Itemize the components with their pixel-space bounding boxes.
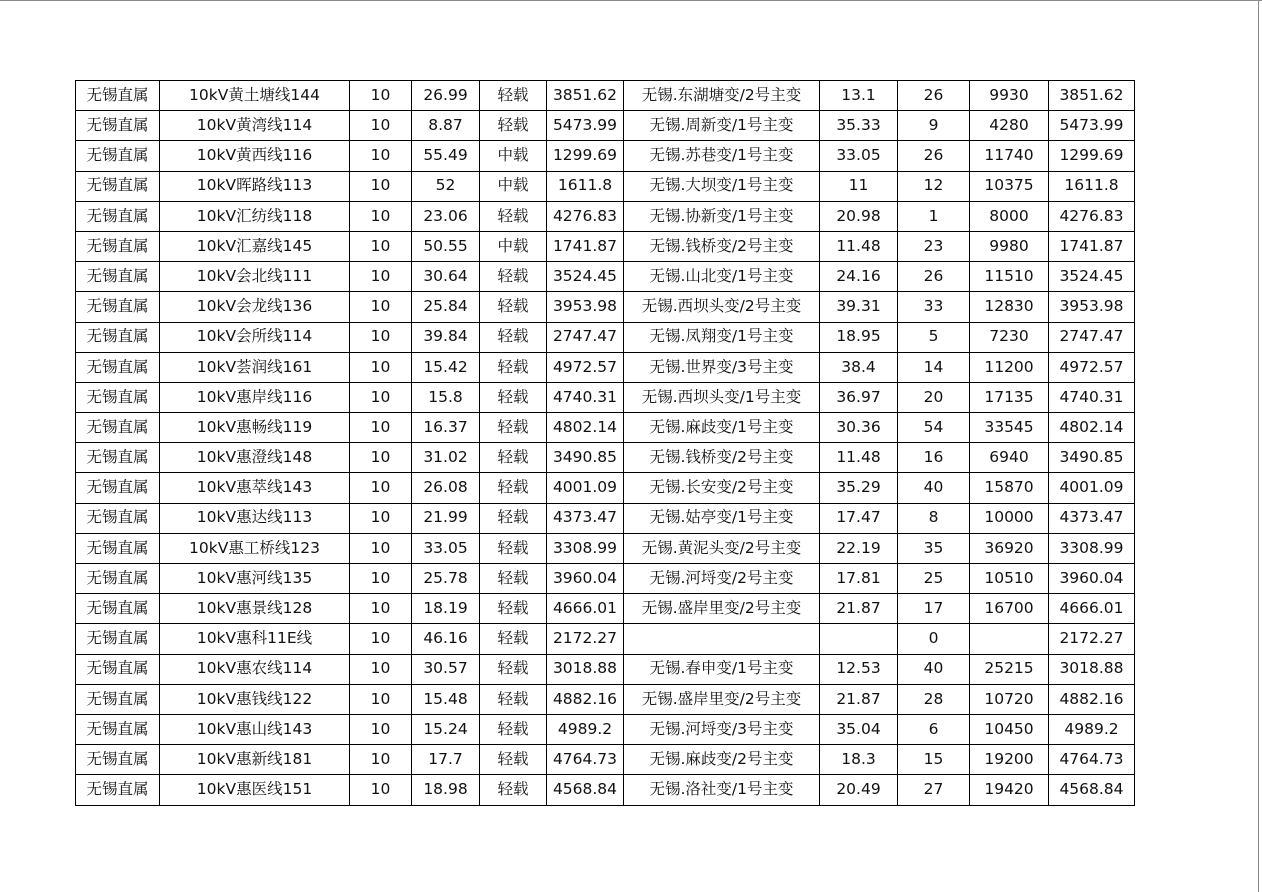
count-cell: 0	[898, 624, 970, 654]
load-rate-cell: 50.55	[412, 231, 480, 261]
transformer-cell: 无锡.姑亭变/1号主变	[624, 503, 820, 533]
unit-cell: 无锡直属	[76, 292, 160, 322]
count-cell: 26	[898, 81, 970, 111]
table-row	[76, 231, 1135, 261]
transformer-cell: 无锡.东湖塘变/2号主变	[624, 81, 820, 111]
remaining-capacity-cell: 4764.73	[547, 745, 624, 775]
load-status-cell: 中载	[480, 231, 547, 261]
remaining-capacity-cell: 4276.83	[547, 201, 624, 231]
load-rate-cell: 17.7	[412, 745, 480, 775]
table-row	[76, 473, 1135, 503]
load-rate-cell: 30.57	[412, 654, 480, 684]
transformer-cell: 无锡.钱桥变/2号主变	[624, 231, 820, 261]
table-row	[76, 624, 1135, 654]
transformer-cell: 无锡.大坝变/1号主变	[624, 171, 820, 201]
capacity-cell: 16700	[970, 594, 1049, 624]
remaining-capacity-cell: 5473.99	[547, 111, 624, 141]
transformer-load-cell: 11	[820, 171, 898, 201]
remaining-capacity-cell: 3851.62	[547, 81, 624, 111]
voltage-cell: 10	[350, 231, 412, 261]
capacity-cell: 10720	[970, 684, 1049, 714]
capacity-cell: 4280	[970, 111, 1049, 141]
transformer-load-cell: 35.29	[820, 473, 898, 503]
load-rate-cell: 55.49	[412, 141, 480, 171]
transformer-cell: 无锡.洛社变/1号主变	[624, 775, 820, 805]
available-capacity-cell: 4740.31	[1049, 382, 1135, 412]
load-status-cell: 轻载	[480, 594, 547, 624]
load-status-cell: 轻载	[480, 654, 547, 684]
voltage-cell: 10	[350, 201, 412, 231]
table-row	[76, 413, 1135, 443]
load-rate-cell: 25.84	[412, 292, 480, 322]
capacity-cell: 36920	[970, 533, 1049, 563]
unit-cell: 无锡直属	[76, 111, 160, 141]
voltage-cell: 10	[350, 262, 412, 292]
voltage-cell: 10	[350, 111, 412, 141]
transformer-cell: 无锡.苏巷变/1号主变	[624, 141, 820, 171]
voltage-cell: 10	[350, 714, 412, 744]
transformer-cell: 无锡.山北变/1号主变	[624, 262, 820, 292]
voltage-cell: 10	[350, 775, 412, 805]
transformer-load-cell: 21.87	[820, 684, 898, 714]
count-cell: 14	[898, 352, 970, 382]
capacity-cell: 7230	[970, 322, 1049, 352]
load-status-cell: 轻载	[480, 564, 547, 594]
unit-cell: 无锡直属	[76, 533, 160, 563]
feeder-load-table	[75, 80, 1135, 806]
capacity-cell: 25215	[970, 654, 1049, 684]
count-cell: 6	[898, 714, 970, 744]
count-cell: 27	[898, 775, 970, 805]
transformer-load-cell: 22.19	[820, 533, 898, 563]
table-row	[76, 382, 1135, 412]
transformer-cell: 无锡.西坝头变/1号主变	[624, 382, 820, 412]
capacity-cell: 19200	[970, 745, 1049, 775]
unit-cell: 无锡直属	[76, 171, 160, 201]
load-status-cell: 轻载	[480, 684, 547, 714]
remaining-capacity-cell: 2172.27	[547, 624, 624, 654]
capacity-cell: 17135	[970, 382, 1049, 412]
table-body	[76, 81, 1135, 806]
line-name-cell: 10kV惠萃线143	[160, 473, 350, 503]
load-rate-cell: 23.06	[412, 201, 480, 231]
available-capacity-cell: 3018.88	[1049, 654, 1135, 684]
load-rate-cell: 46.16	[412, 624, 480, 654]
transformer-load-cell: 33.05	[820, 141, 898, 171]
transformer-load-cell: 18.3	[820, 745, 898, 775]
line-name-cell: 10kV汇嘉线145	[160, 231, 350, 261]
line-name-cell: 10kV惠科11E线	[160, 624, 350, 654]
capacity-cell: 15870	[970, 473, 1049, 503]
remaining-capacity-cell: 4802.14	[547, 413, 624, 443]
table-row	[76, 81, 1135, 111]
voltage-cell: 10	[350, 594, 412, 624]
capacity-cell: 19420	[970, 775, 1049, 805]
voltage-cell: 10	[350, 322, 412, 352]
unit-cell: 无锡直属	[76, 714, 160, 744]
transformer-cell: 无锡.钱桥变/2号主变	[624, 443, 820, 473]
voltage-cell: 10	[350, 413, 412, 443]
capacity-cell: 10510	[970, 564, 1049, 594]
transformer-cell: 无锡.麻歧变/1号主变	[624, 413, 820, 443]
load-rate-cell: 30.64	[412, 262, 480, 292]
load-status-cell: 轻载	[480, 111, 547, 141]
remaining-capacity-cell: 3018.88	[547, 654, 624, 684]
line-name-cell: 10kV惠新线181	[160, 745, 350, 775]
load-status-cell: 轻载	[480, 81, 547, 111]
available-capacity-cell: 4882.16	[1049, 684, 1135, 714]
remaining-capacity-cell: 3960.04	[547, 564, 624, 594]
count-cell: 40	[898, 473, 970, 503]
transformer-load-cell: 35.04	[820, 714, 898, 744]
unit-cell: 无锡直属	[76, 352, 160, 382]
remaining-capacity-cell: 4740.31	[547, 382, 624, 412]
load-status-cell: 轻载	[480, 352, 547, 382]
transformer-load-cell: 13.1	[820, 81, 898, 111]
table-row	[76, 201, 1135, 231]
voltage-cell: 10	[350, 564, 412, 594]
transformer-cell: 无锡.协新变/1号主变	[624, 201, 820, 231]
line-name-cell: 10kV黄土塘线144	[160, 81, 350, 111]
load-rate-cell: 15.24	[412, 714, 480, 744]
transformer-cell: 无锡.河埒变/3号主变	[624, 714, 820, 744]
available-capacity-cell: 4764.73	[1049, 745, 1135, 775]
count-cell: 28	[898, 684, 970, 714]
unit-cell: 无锡直属	[76, 413, 160, 443]
line-name-cell: 10kV荟润线161	[160, 352, 350, 382]
capacity-cell: 10375	[970, 171, 1049, 201]
remaining-capacity-cell: 1741.87	[547, 231, 624, 261]
count-cell: 15	[898, 745, 970, 775]
count-cell: 9	[898, 111, 970, 141]
voltage-cell: 10	[350, 654, 412, 684]
load-status-cell: 中载	[480, 171, 547, 201]
line-name-cell: 10kV惠景线128	[160, 594, 350, 624]
transformer-load-cell: 36.97	[820, 382, 898, 412]
unit-cell: 无锡直属	[76, 654, 160, 684]
transformer-cell: 无锡.盛岸里变/2号主变	[624, 684, 820, 714]
remaining-capacity-cell: 3953.98	[547, 292, 624, 322]
available-capacity-cell: 2747.47	[1049, 322, 1135, 352]
remaining-capacity-cell: 1611.8	[547, 171, 624, 201]
load-rate-cell: 33.05	[412, 533, 480, 563]
transformer-load-cell: 30.36	[820, 413, 898, 443]
table-row	[76, 533, 1135, 563]
capacity-cell: 9930	[970, 81, 1049, 111]
unit-cell: 无锡直属	[76, 231, 160, 261]
line-name-cell: 10kV黄湾线114	[160, 111, 350, 141]
remaining-capacity-cell: 4989.2	[547, 714, 624, 744]
unit-cell: 无锡直属	[76, 443, 160, 473]
line-name-cell: 10kV惠畅线119	[160, 413, 350, 443]
line-name-cell: 10kV惠钱线122	[160, 684, 350, 714]
load-status-cell: 轻载	[480, 382, 547, 412]
voltage-cell: 10	[350, 382, 412, 412]
voltage-cell: 10	[350, 171, 412, 201]
transformer-load-cell: 24.16	[820, 262, 898, 292]
unit-cell: 无锡直属	[76, 745, 160, 775]
load-rate-cell: 39.84	[412, 322, 480, 352]
line-name-cell: 10kV惠医线151	[160, 775, 350, 805]
count-cell: 40	[898, 654, 970, 684]
transformer-load-cell: 12.53	[820, 654, 898, 684]
table-row	[76, 171, 1135, 201]
available-capacity-cell: 4568.84	[1049, 775, 1135, 805]
load-status-cell: 轻载	[480, 473, 547, 503]
line-name-cell: 10kV会所线114	[160, 322, 350, 352]
transformer-load-cell: 20.49	[820, 775, 898, 805]
load-rate-cell: 26.99	[412, 81, 480, 111]
table-row	[76, 684, 1135, 714]
remaining-capacity-cell: 4972.57	[547, 352, 624, 382]
available-capacity-cell: 2172.27	[1049, 624, 1135, 654]
transformer-load-cell: 17.81	[820, 564, 898, 594]
voltage-cell: 10	[350, 473, 412, 503]
load-status-cell: 轻载	[480, 533, 547, 563]
load-rate-cell: 16.37	[412, 413, 480, 443]
load-rate-cell: 25.78	[412, 564, 480, 594]
available-capacity-cell: 4666.01	[1049, 594, 1135, 624]
load-rate-cell: 21.99	[412, 503, 480, 533]
line-name-cell: 10kV会龙线136	[160, 292, 350, 322]
voltage-cell: 10	[350, 624, 412, 654]
unit-cell: 无锡直属	[76, 775, 160, 805]
load-status-cell: 轻载	[480, 413, 547, 443]
transformer-cell: 无锡.麻歧变/2号主变	[624, 745, 820, 775]
transformer-load-cell: 35.33	[820, 111, 898, 141]
table-row	[76, 443, 1135, 473]
count-cell: 23	[898, 231, 970, 261]
remaining-capacity-cell: 2747.47	[547, 322, 624, 352]
table-row	[76, 262, 1135, 292]
transformer-load-cell: 11.48	[820, 231, 898, 261]
transformer-cell: 无锡.长安变/2号主变	[624, 473, 820, 503]
remaining-capacity-cell: 4882.16	[547, 684, 624, 714]
load-status-cell: 轻载	[480, 292, 547, 322]
transformer-cell: 无锡.周新变/1号主变	[624, 111, 820, 141]
capacity-cell: 11510	[970, 262, 1049, 292]
load-status-cell: 轻载	[480, 262, 547, 292]
remaining-capacity-cell: 3524.45	[547, 262, 624, 292]
load-status-cell: 中载	[480, 141, 547, 171]
voltage-cell: 10	[350, 443, 412, 473]
line-name-cell: 10kV惠岸线116	[160, 382, 350, 412]
available-capacity-cell: 4802.14	[1049, 413, 1135, 443]
remaining-capacity-cell: 4666.01	[547, 594, 624, 624]
available-capacity-cell: 4989.2	[1049, 714, 1135, 744]
count-cell: 35	[898, 533, 970, 563]
unit-cell: 无锡直属	[76, 382, 160, 412]
page-right-border	[1258, 0, 1259, 892]
available-capacity-cell: 3851.62	[1049, 81, 1135, 111]
transformer-cell: 无锡.西坝头变/2号主变	[624, 292, 820, 322]
voltage-cell: 10	[350, 503, 412, 533]
voltage-cell: 10	[350, 533, 412, 563]
transformer-load-cell: 11.48	[820, 443, 898, 473]
unit-cell: 无锡直属	[76, 503, 160, 533]
capacity-cell: 9980	[970, 231, 1049, 261]
unit-cell: 无锡直属	[76, 684, 160, 714]
available-capacity-cell: 1299.69	[1049, 141, 1135, 171]
load-status-cell: 轻载	[480, 745, 547, 775]
load-status-cell: 轻载	[480, 443, 547, 473]
line-name-cell: 10kV惠达线113	[160, 503, 350, 533]
load-rate-cell: 52	[412, 171, 480, 201]
line-name-cell: 10kV惠澄线148	[160, 443, 350, 473]
table-row	[76, 141, 1135, 171]
page-top-border	[0, 0, 1262, 1]
unit-cell: 无锡直属	[76, 322, 160, 352]
table-row	[76, 111, 1135, 141]
table-row	[76, 745, 1135, 775]
available-capacity-cell: 4001.09	[1049, 473, 1135, 503]
line-name-cell: 10kV黄西线116	[160, 141, 350, 171]
capacity-cell: 8000	[970, 201, 1049, 231]
available-capacity-cell: 3490.85	[1049, 443, 1135, 473]
capacity-cell: 10000	[970, 503, 1049, 533]
count-cell: 33	[898, 292, 970, 322]
available-capacity-cell: 3524.45	[1049, 262, 1135, 292]
count-cell: 17	[898, 594, 970, 624]
load-rate-cell: 31.02	[412, 443, 480, 473]
count-cell: 25	[898, 564, 970, 594]
transformer-load-cell: 17.47	[820, 503, 898, 533]
load-status-cell: 轻载	[480, 775, 547, 805]
load-status-cell: 轻载	[480, 714, 547, 744]
remaining-capacity-cell: 4568.84	[547, 775, 624, 805]
voltage-cell: 10	[350, 745, 412, 775]
capacity-cell: 33545	[970, 413, 1049, 443]
line-name-cell: 10kV会北线111	[160, 262, 350, 292]
transformer-cell: 无锡.春申变/1号主变	[624, 654, 820, 684]
transformer-load-cell: 20.98	[820, 201, 898, 231]
count-cell: 54	[898, 413, 970, 443]
remaining-capacity-cell: 4373.47	[547, 503, 624, 533]
available-capacity-cell: 1611.8	[1049, 171, 1135, 201]
capacity-cell: 11200	[970, 352, 1049, 382]
voltage-cell: 10	[350, 81, 412, 111]
line-name-cell: 10kV惠山线143	[160, 714, 350, 744]
table-row	[76, 292, 1135, 322]
transformer-cell: 无锡.盛岸里变/2号主变	[624, 594, 820, 624]
load-rate-cell: 18.98	[412, 775, 480, 805]
load-status-cell: 轻载	[480, 201, 547, 231]
remaining-capacity-cell: 3490.85	[547, 443, 624, 473]
count-cell: 26	[898, 262, 970, 292]
available-capacity-cell: 3953.98	[1049, 292, 1135, 322]
available-capacity-cell: 5473.99	[1049, 111, 1135, 141]
available-capacity-cell: 4276.83	[1049, 201, 1135, 231]
transformer-cell: 无锡.河埒变/2号主变	[624, 564, 820, 594]
line-name-cell: 10kV晖路线113	[160, 171, 350, 201]
unit-cell: 无锡直属	[76, 594, 160, 624]
table-row	[76, 503, 1135, 533]
transformer-load-cell: 38.4	[820, 352, 898, 382]
voltage-cell: 10	[350, 352, 412, 382]
table-row	[76, 714, 1135, 744]
capacity-cell: 6940	[970, 443, 1049, 473]
available-capacity-cell: 4373.47	[1049, 503, 1135, 533]
unit-cell: 无锡直属	[76, 564, 160, 594]
remaining-capacity-cell: 1299.69	[547, 141, 624, 171]
load-rate-cell: 26.08	[412, 473, 480, 503]
capacity-cell: 11740	[970, 141, 1049, 171]
unit-cell: 无锡直属	[76, 262, 160, 292]
voltage-cell: 10	[350, 684, 412, 714]
available-capacity-cell: 3960.04	[1049, 564, 1135, 594]
count-cell: 16	[898, 443, 970, 473]
table-row	[76, 564, 1135, 594]
available-capacity-cell: 4972.57	[1049, 352, 1135, 382]
line-name-cell: 10kV惠工桥线123	[160, 533, 350, 563]
unit-cell: 无锡直属	[76, 81, 160, 111]
load-rate-cell: 18.19	[412, 594, 480, 624]
count-cell: 20	[898, 382, 970, 412]
count-cell: 8	[898, 503, 970, 533]
unit-cell: 无锡直属	[76, 141, 160, 171]
remaining-capacity-cell: 4001.09	[547, 473, 624, 503]
transformer-cell	[624, 624, 820, 654]
transformer-load-cell: 21.87	[820, 594, 898, 624]
count-cell: 1	[898, 201, 970, 231]
load-rate-cell: 15.8	[412, 382, 480, 412]
unit-cell: 无锡直属	[76, 473, 160, 503]
load-rate-cell: 15.42	[412, 352, 480, 382]
available-capacity-cell: 1741.87	[1049, 231, 1135, 261]
load-rate-cell: 15.48	[412, 684, 480, 714]
transformer-load-cell	[820, 624, 898, 654]
line-name-cell: 10kV惠农线114	[160, 654, 350, 684]
transformer-cell: 无锡.凤翔变/1号主变	[624, 322, 820, 352]
table-row	[76, 322, 1135, 352]
transformer-load-cell: 18.95	[820, 322, 898, 352]
transformer-load-cell: 39.31	[820, 292, 898, 322]
capacity-cell: 10450	[970, 714, 1049, 744]
load-status-cell: 轻载	[480, 322, 547, 352]
load-rate-cell: 8.87	[412, 111, 480, 141]
remaining-capacity-cell: 3308.99	[547, 533, 624, 563]
transformer-cell: 无锡.世界变/3号主变	[624, 352, 820, 382]
available-capacity-cell: 3308.99	[1049, 533, 1135, 563]
capacity-cell	[970, 624, 1049, 654]
transformer-cell: 无锡.黄泥头变/2号主变	[624, 533, 820, 563]
count-cell: 26	[898, 141, 970, 171]
table-row	[76, 775, 1135, 805]
line-name-cell: 10kV惠河线135	[160, 564, 350, 594]
table-row	[76, 352, 1135, 382]
load-status-cell: 轻载	[480, 503, 547, 533]
line-name-cell: 10kV汇纺线118	[160, 201, 350, 231]
table-row	[76, 594, 1135, 624]
count-cell: 12	[898, 171, 970, 201]
table-row	[76, 654, 1135, 684]
load-status-cell: 轻载	[480, 624, 547, 654]
voltage-cell: 10	[350, 141, 412, 171]
count-cell: 5	[898, 322, 970, 352]
voltage-cell: 10	[350, 292, 412, 322]
capacity-cell: 12830	[970, 292, 1049, 322]
unit-cell: 无锡直属	[76, 624, 160, 654]
unit-cell: 无锡直属	[76, 201, 160, 231]
